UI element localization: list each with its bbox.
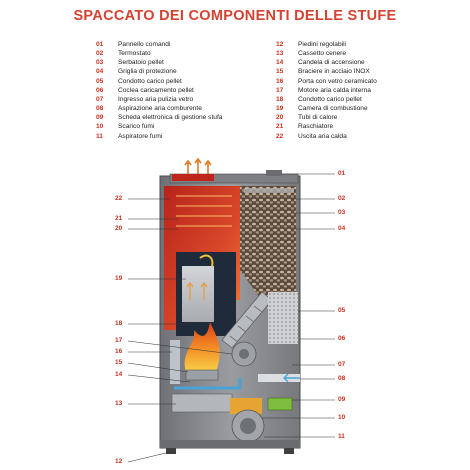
callout-13: 13 (115, 400, 123, 407)
callout-14: 14 (115, 371, 123, 378)
callout-04: 04 (338, 225, 346, 232)
hot-air-outlet (172, 174, 214, 181)
legend-label: Serbatoio pellet (118, 59, 164, 67)
legend-label: Tubi di calore (298, 114, 338, 122)
legend-label: Griglia di protezione (118, 68, 177, 76)
legend-label: Aspirazione aria comburente (118, 105, 202, 113)
callout-11: 11 (338, 433, 345, 440)
legend-label: Porta con vetro ceramicato (298, 77, 377, 85)
legend-number: 06 (96, 86, 104, 94)
legend-label: Termostato (118, 50, 151, 58)
foot (284, 448, 294, 454)
legend-number: 01 (96, 41, 104, 48)
legend-number: 03 (96, 59, 104, 67)
legend-label: Motore aria calda interna (298, 86, 371, 94)
legend-number: 19 (276, 105, 284, 113)
foot (166, 448, 176, 454)
callout-01: 01 (338, 170, 346, 177)
callout-09: 09 (338, 396, 346, 403)
legend-label: Cassetto cenere (298, 50, 347, 58)
legend-label: Uscita aria calda (298, 132, 347, 140)
callout-07: 07 (338, 361, 346, 368)
chamber-wall (182, 266, 214, 322)
legend-number: 14 (276, 59, 284, 67)
callout-12: 12 (115, 458, 123, 465)
legend-label: Condotto carico pellet (298, 95, 362, 103)
legend-number: 02 (96, 50, 104, 58)
legend-number: 11 (96, 132, 103, 140)
page-title: SPACCATO DEI COMPONENTI DELLE STUFE (73, 8, 397, 24)
callout-17: 17 (115, 337, 123, 344)
control-panel (266, 170, 282, 176)
control-board (268, 398, 292, 410)
legend-label: Camera di combustione (298, 105, 368, 113)
hopper-lid (244, 188, 294, 193)
callout-03: 03 (338, 209, 346, 216)
callout-16: 16 (115, 348, 123, 355)
legend-number: 17 (276, 86, 284, 94)
legend-number: 22 (276, 132, 284, 140)
legend-label: Ingresso aria pulizia vetro (118, 95, 194, 103)
callout-19: 19 (115, 275, 123, 282)
legend-label: Scarico fumi (118, 123, 155, 131)
legend-label: Candela di accensione (298, 59, 365, 67)
callout-18: 18 (115, 320, 123, 327)
legend-number: 04 (96, 68, 104, 76)
legend-number: 21 (276, 123, 284, 131)
legend-label: Scheda elettronica di gestione stufa (118, 114, 223, 122)
callout-15: 15 (115, 359, 123, 366)
legend-number: 16 (276, 77, 284, 85)
legend-number: 10 (96, 123, 104, 131)
legend-label: Coclea caricamento pellet (118, 86, 194, 94)
hot-air-arrows (185, 159, 211, 174)
legend-label: Braciere in acciaio INOX (298, 68, 370, 76)
protection-grid (268, 292, 298, 344)
callout-20: 20 (115, 225, 123, 232)
legend-label: Condotto carico pellet (118, 77, 182, 85)
legend-number: 07 (96, 95, 104, 103)
legend-number: 08 (96, 105, 104, 113)
callout-08: 08 (338, 375, 346, 382)
legend-label: Aspiratore fumi (118, 132, 163, 140)
legend-label: Pannello comandi (118, 41, 171, 48)
motor-hub (239, 349, 249, 359)
callout-22: 22 (115, 195, 123, 202)
callout-02: 02 (338, 195, 346, 202)
legend-number: 15 (276, 68, 284, 76)
legend-number: 13 (276, 50, 284, 58)
legend-number: 05 (96, 77, 104, 85)
legend-number: 12 (276, 41, 284, 48)
burn-pot (186, 370, 218, 380)
fan-hub (240, 418, 256, 434)
ash-drawer (172, 394, 232, 412)
legend-label: Raschiatore (298, 123, 334, 131)
legend-number: 20 (276, 114, 284, 122)
callout-05: 05 (338, 307, 346, 314)
legend-number: 18 (276, 95, 284, 103)
callout-21: 21 (115, 215, 123, 222)
legend-number: 09 (96, 114, 104, 122)
callout-06: 06 (338, 335, 346, 342)
legend-label: Piedini regolabili (298, 41, 347, 48)
callout-10: 10 (338, 414, 346, 421)
stove-base (160, 440, 300, 448)
